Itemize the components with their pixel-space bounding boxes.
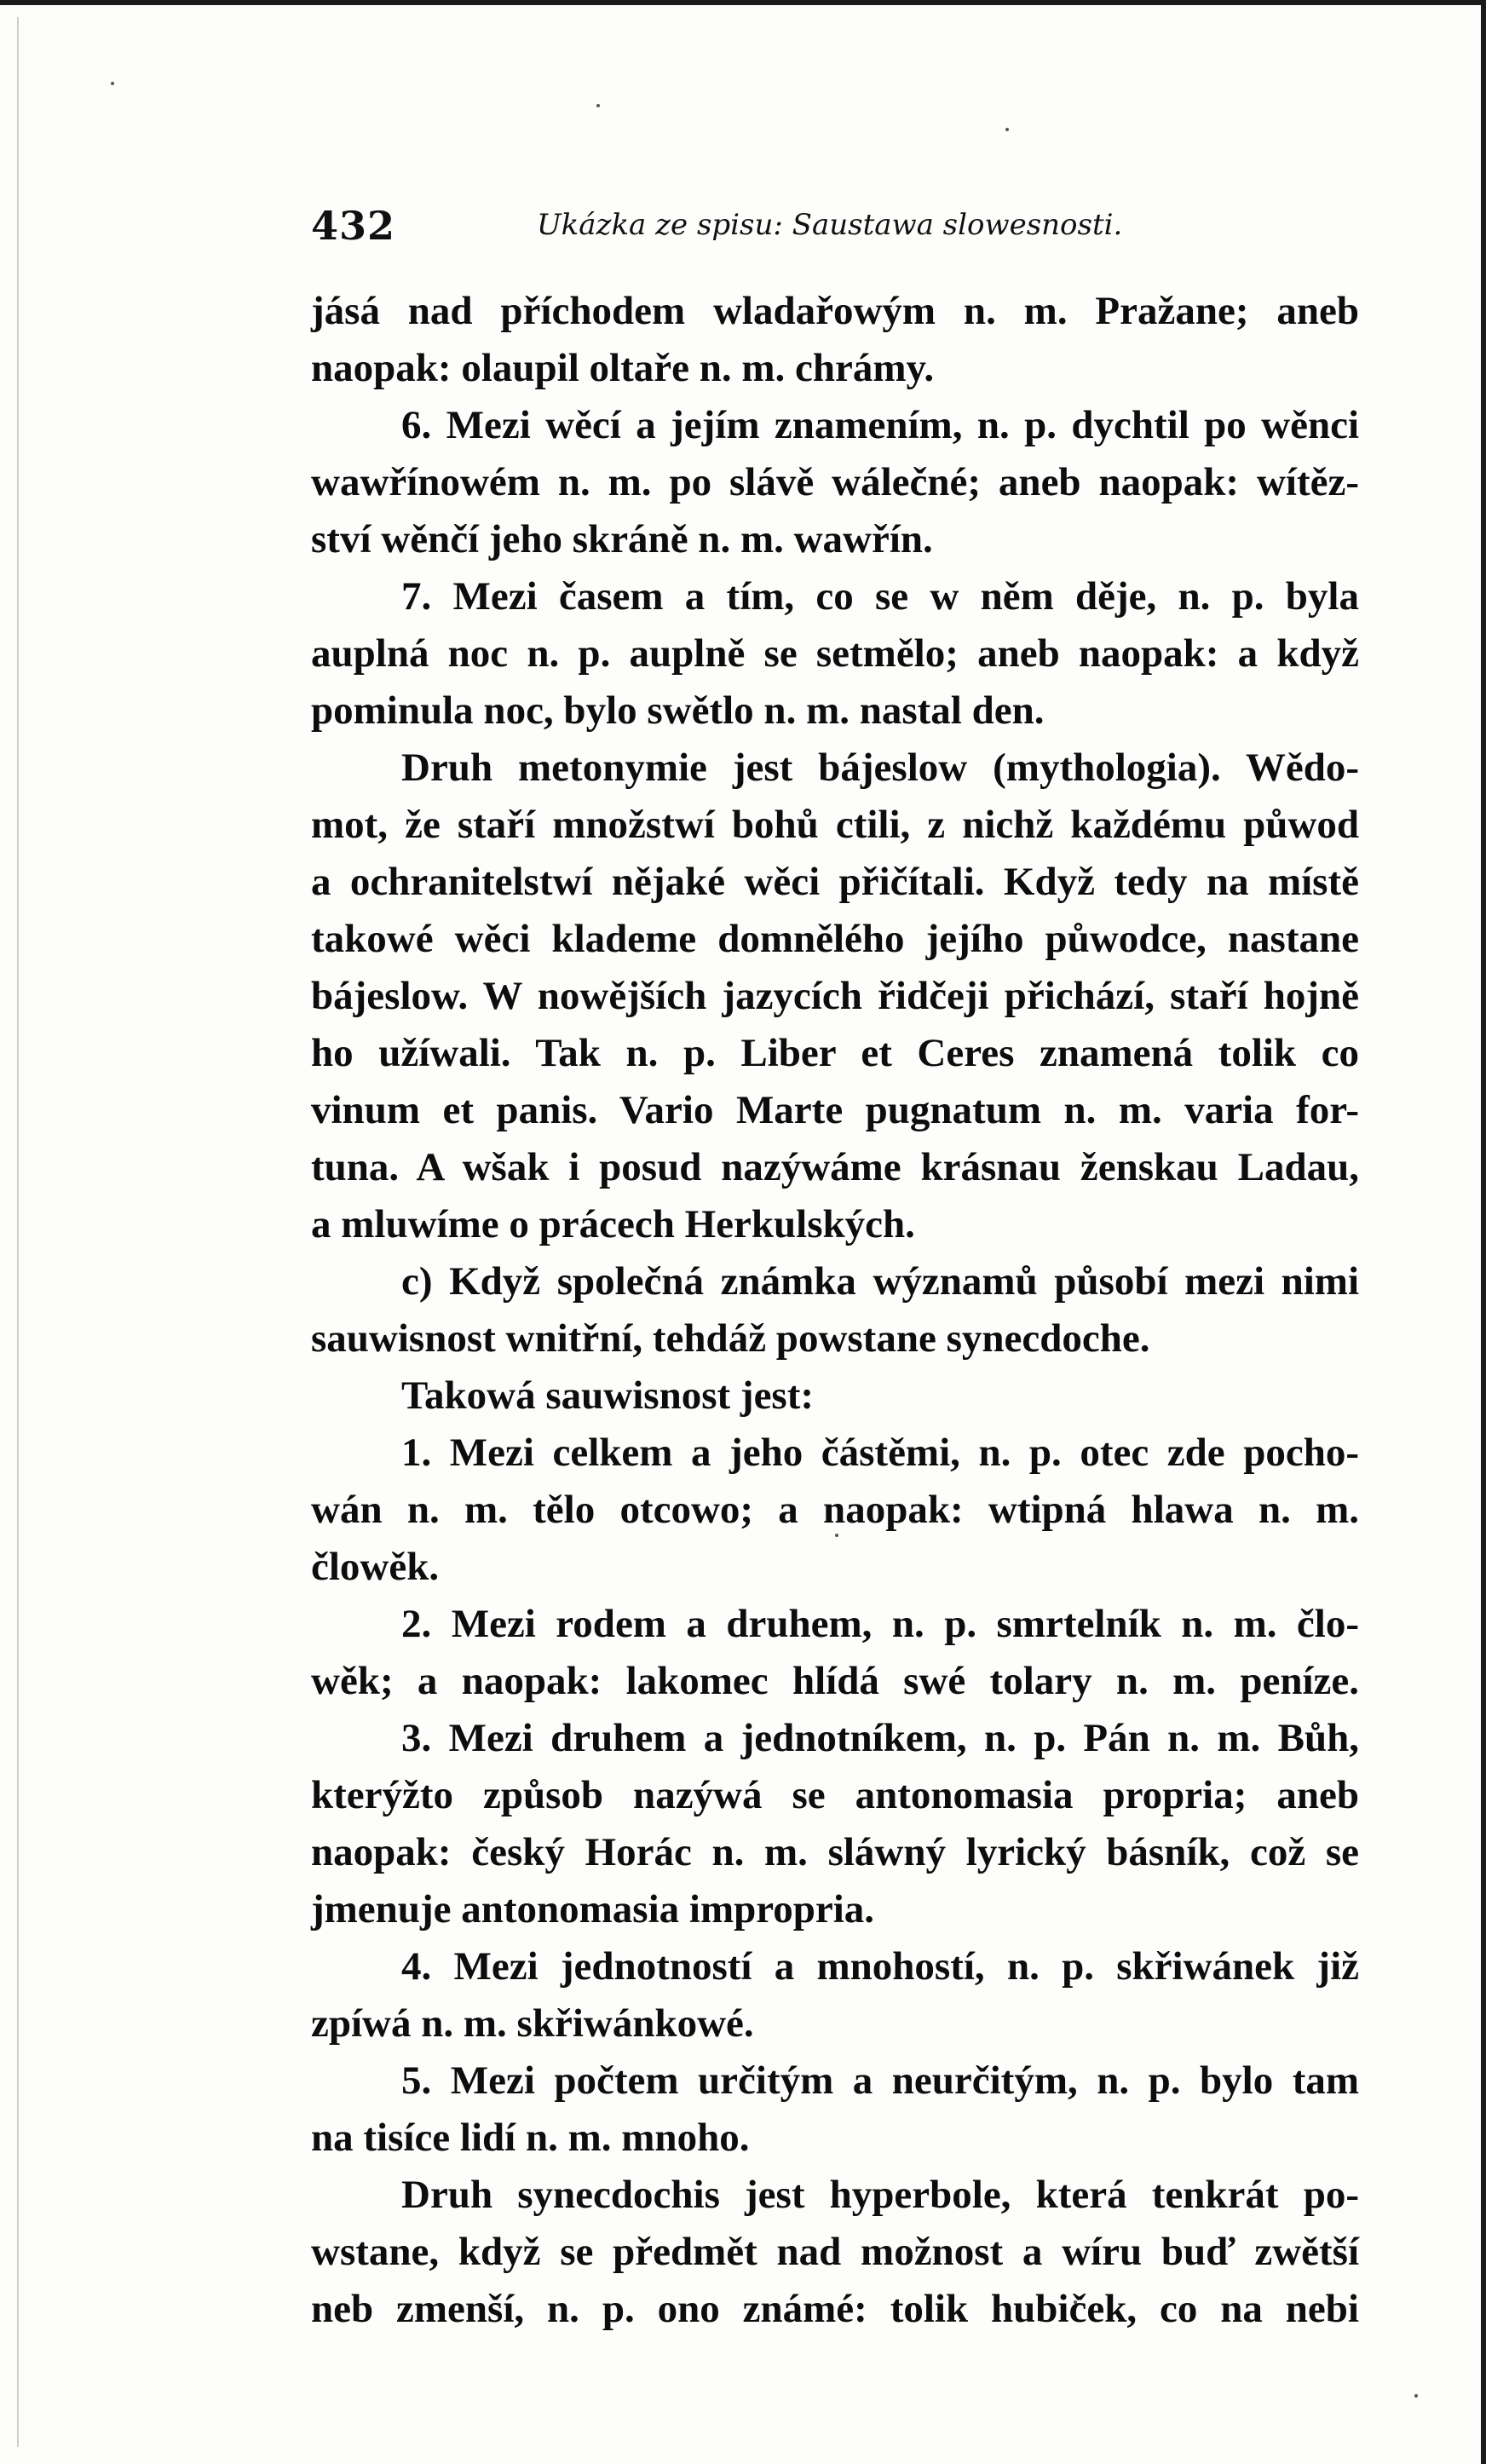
text-line: ho užíwali. Tak n. p. Liber et Ceres znamená tolik co — [311, 1031, 1359, 1075]
text-line: wawřínowém n. m. po slávě wálečné; aneb naopak: wítěz- — [311, 460, 1359, 504]
page-number: 432 — [311, 203, 396, 249]
text-line: 7. Mezi časem a tím, co se w něm děje, n. p. byla — [401, 574, 1359, 619]
running-head: Ukázka ze spisu: Saustawa slowesnosti. — [537, 208, 1123, 242]
text-line: Druh synecdochis jest hyperbole, která tenkrát po- — [401, 2173, 1359, 2217]
text-line: auplná noc n. p. auplně se setmělo; aneb naopak: a když — [311, 631, 1359, 676]
text-line: a mluwíme o prácech Herkulských. — [311, 1202, 915, 1246]
scan-gutter-line — [17, 17, 19, 2447]
text-line: 6. Mezi wěcí a jejím znamením, n. p. dychtil po wěnci — [401, 403, 1359, 447]
scan-top-edge — [0, 0, 1486, 5]
page-header — [311, 203, 1172, 262]
text-line: 4. Mezi jednotností a mnohostí, n. p. skřiwánek již — [401, 1944, 1359, 1989]
text-line: Takowá sauwisnost jest: — [401, 1373, 815, 1418]
scan-right-edge — [1481, 0, 1486, 2464]
text-line: jásá nad příchodem wladařowým n. m. Pražane; aneb — [311, 289, 1359, 333]
text-line: Druh metonymie jest bájeslow (mythologia). Wědo- — [401, 746, 1359, 790]
scan-speck — [1414, 2394, 1418, 2398]
text-line: tuna. A wšak i posud nazýwáme krásnau ženskau Ladau, — [311, 1145, 1359, 1189]
text-line: kterýžto způsob nazýwá se antonomasia propria; aneb — [311, 1773, 1359, 1817]
body-text — [311, 283, 1359, 2338]
text-line: ství wěnčí jeho skráně n. m. wawřín. — [311, 517, 933, 561]
text-line: 5. Mezi počtem určitým a neurčitým, n. p. bylo tam — [401, 2058, 1359, 2103]
text-line: neb zmenší, n. p. ono známé: tolik hubiček, co na nebi — [311, 2287, 1359, 2331]
text-line: vinum et panis. Vario Marte pugnatum n. m. varia for- — [311, 1088, 1359, 1132]
text-line: 3. Mezi druhem a jednotníkem, n. p. Pán n. m. Bůh, — [401, 1716, 1359, 1760]
text-line: 2. Mezi rodem a druhem, n. p. smrtelník n. m. člo- — [401, 1602, 1359, 1646]
text-line: jmenuje antonomasia impropria. — [311, 1887, 875, 1931]
scan-speck — [1005, 128, 1009, 131]
text-line: 1. Mezi celkem a jeho částěmi, n. p. otec zde pocho- — [401, 1431, 1359, 1475]
text-line: na tisíce lidí n. m. mnoho. — [311, 2116, 750, 2160]
text-line: takowé wěci klademe domnělého jejího půwodce, nastane — [311, 917, 1359, 961]
text-line: zpíwá n. m. skřiwánkowé. — [311, 2001, 754, 2046]
text-line: sauwisnost wnitřní, tehdáž powstane synecdoche. — [311, 1316, 1150, 1361]
text-line: a ochranitelstwí nějaké wěci přičítali. Když tedy na místě — [311, 860, 1359, 904]
scan-speck — [596, 104, 600, 107]
text-line: mot, že staří množstwí bohů ctili, z nichž každému půwod — [311, 803, 1359, 847]
text-line: člowěk. — [311, 1545, 440, 1589]
text-line: wěk; a naopak: lakomec hlídá swé tolary n. m. peníze. — [311, 1659, 1359, 1703]
text-line: c) Když společná známka wýznamů působí mezi nimi — [401, 1259, 1359, 1304]
text-line: wstane, když se předmět nad možnost a wíru buď zwětší — [311, 2230, 1359, 2274]
text-line: naopak: olaupil oltaře n. m. chrámy. — [311, 346, 935, 390]
text-line: bájeslow. W nowějších jazycích řidčeji přichází, staří hojně — [311, 974, 1359, 1018]
text-line: wán n. m. tělo otcowo; a naopak: wtipná hlawa n. m. — [311, 1488, 1359, 1532]
text-line: pominula noc, bylo swětlo n. m. nastal den. — [311, 688, 1045, 733]
text-line: naopak: český Horác n. m. sláwný lyrický básník, což se — [311, 1830, 1359, 1874]
scan-speck — [111, 82, 114, 85]
